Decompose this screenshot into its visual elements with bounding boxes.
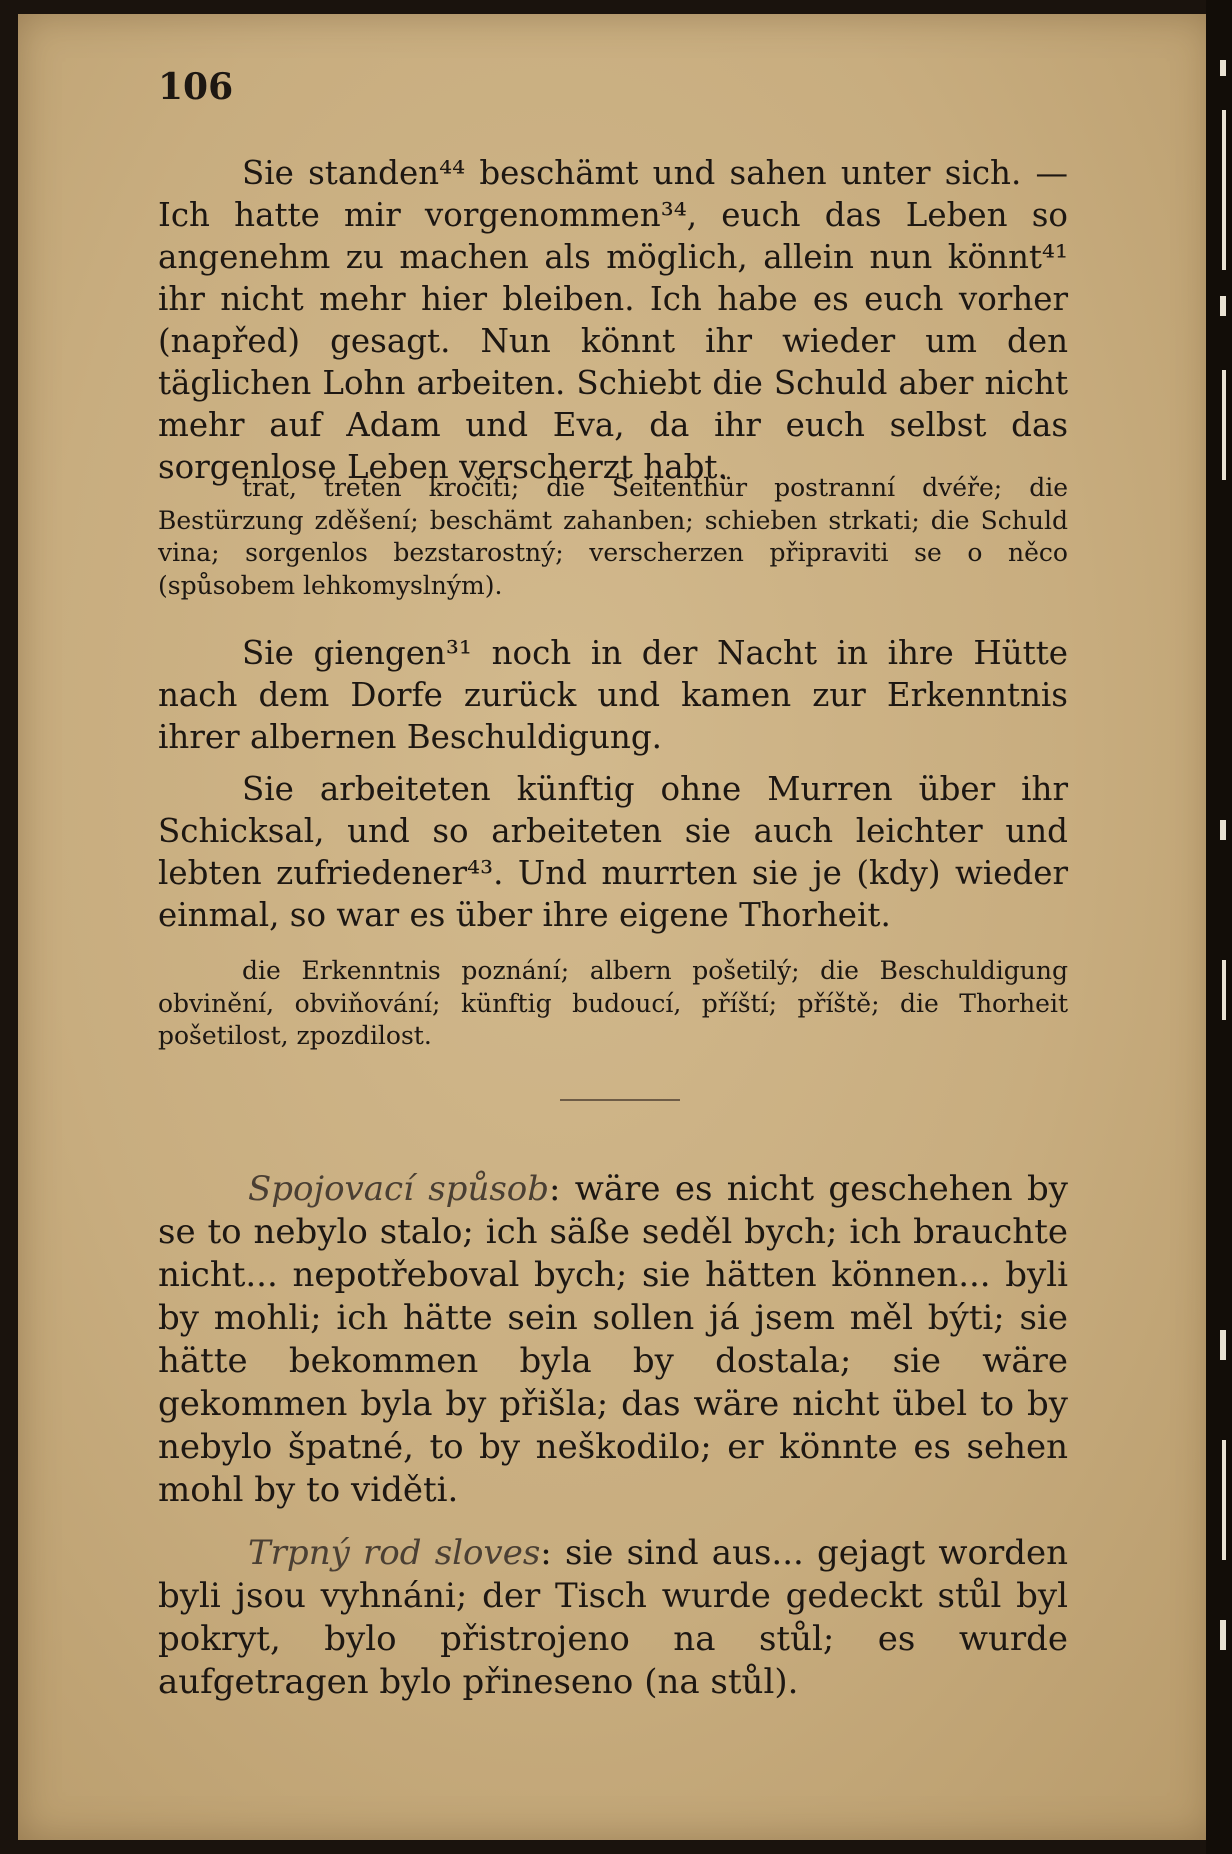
- paragraph-text: Sie arbeiteten künftig ohne Murren über ihr Schicksal, und so arbeiteten sie auch leichter und lebten zufriedener⁴³. Und murrten sie je (kdy) wieder einmal, so war es über ihre eigene Thorheit.: [158, 770, 1068, 934]
- paragraph-text: Sie giengen³¹ noch in der Nacht in ihre Hütte nach dem Dorfe zurück und kamen zur Erkenntnis ihrer albernen Beschuldigung.: [158, 634, 1068, 756]
- grammar-body: : wäre es nicht geschehen by se to nebylo stalo; ich säße seděl bych; ich brauchte nicht... nepotřeboval bych; sie hätten können... byli by mohli; ich hätte sein sollen já jsem měl býti; sie hätte bekommen byla by dostala; sie wäre gekommen byla by přišla; das wäre nicht übel to by nebylo špatné, to by neškodilo; er könnte es sehen mohl by to viděti.: [158, 1169, 1068, 1510]
- paragraph-text: Sie standen⁴⁴ beschämt und sahen unter sich. — Ich hatte mir vorgenommen³⁴, euch das Leben so angenehm zu machen als möglich, allein nun könnt⁴¹ ihr nicht mehr hier bleiben. Ich habe es euch vorher (napřed) gesagt. Nun könnt ihr wieder um den täglichen Lohn arbeiten. Schiebt die Schuld aber nicht mehr auf Adam und Eva, da ihr euch selbst das sorgenlose Leben verscherzt habt.: [158, 154, 1068, 486]
- grammar-spojovaci: [158, 1168, 1068, 1512]
- vocabulary-text: die Erkenntnis poznání; albern pošetilý; die Beschuldigung obvinění, obviňování; künftig budoucí, příští; příště; die Thorheit pošetilost, zpozdilost.: [158, 956, 1068, 1050]
- paragraph-3: [158, 768, 1068, 936]
- vocabulary-2: [158, 955, 1068, 1053]
- grammar-label: Trpný rod sloves: [248, 1533, 541, 1573]
- section-divider: [560, 1099, 680, 1101]
- vocabulary-text: trat, treten kročiti; die Seitenthür postranní dvéře; die Bestürzung zděšení; beschämt zahanben; schieben strkati; die Schuld vina; sorgenlos bezstarostný; verscherzen připraviti se o něco (spůsobem lehkomyslným).: [158, 473, 1068, 600]
- grammar-text: [158, 1532, 1068, 1704]
- grammar-body: : sie sind aus... gejagt worden byli jsou vyhnáni; der Tisch wurde gedeckt stůl byl pokryt, bylo přistrojeno na stůl; es wurde aufgetragen bylo přineseno (na stůl).: [158, 1533, 1068, 1702]
- vocabulary-1: [158, 472, 1068, 602]
- page-edge: [1206, 0, 1232, 1854]
- grammar-label: Spojovací spůsob: [248, 1169, 550, 1209]
- page-number: 106: [158, 66, 234, 108]
- grammar-trpny: [158, 1532, 1068, 1704]
- paragraph-2: [158, 632, 1068, 758]
- paragraph-1: [158, 152, 1068, 488]
- grammar-text: [158, 1168, 1068, 1512]
